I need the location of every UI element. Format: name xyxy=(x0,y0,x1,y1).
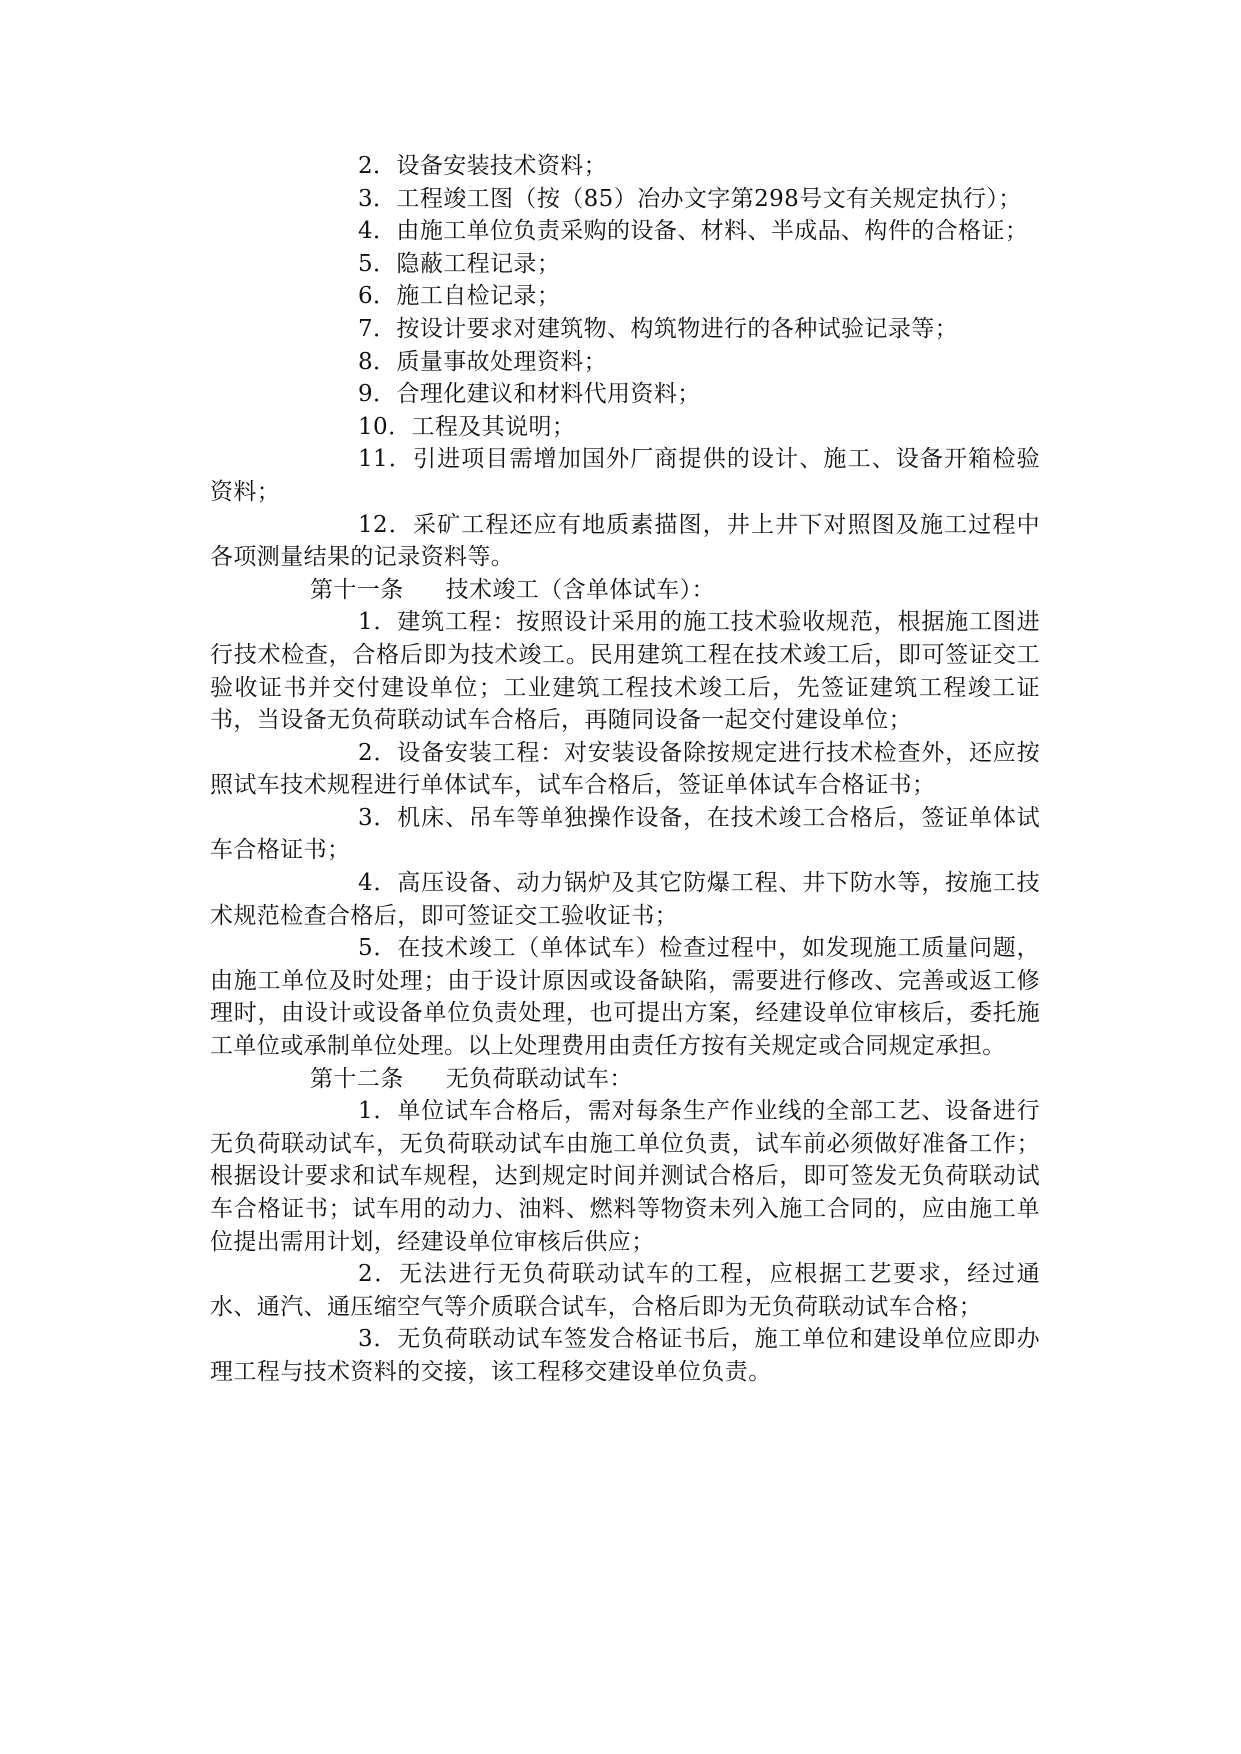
list-item: 11．引进项目需增加国外厂商提供的设计、施工、设备开箱检验资料； xyxy=(210,446,1040,505)
list-item: 4．高压设备、动力锅炉及其它防爆工程、井下防水等，按施工技术规范检查合格后，即可签证交工验收证书； xyxy=(210,870,1040,929)
article-heading-text: 技术竣工（含单体试车）： xyxy=(445,576,715,603)
list-item: 5．隐蔽工程记录； xyxy=(358,250,561,277)
article-number: 第十二条 xyxy=(310,1065,404,1092)
list-item: 1．建筑工程：按照设计采用的施工技术验收规范，根据施工图进行技术检查，合格后即为技术竣工。民用建筑工程在技术竣工后，即可签证交工验收证书并交付建设单位；工业建筑工程技术竣工后，先签证建筑工程竣工证书，当设备无负荷联动试车合格后，再随同设备一起交付建设单位； xyxy=(210,609,1040,734)
list-item: 2．无法进行无负荷联动试车的工程，应根据工艺要求，经过通水、通汽、通压缩空气等介质联合试车，合格后即为无负荷联动试车合格； xyxy=(210,1261,1040,1320)
list-item: 2．设备安装工程：对安装设备除按规定进行技术检查外，还应按照试车技术规程进行单体试车，试车合格后，签证单体试车合格证书； xyxy=(210,739,1040,799)
article-number: 第十一条 xyxy=(310,576,404,603)
list-item: 6．施工自检记录； xyxy=(358,283,561,310)
list-item: 1．单位试车合格后，需对每条生产作业线的全部工艺、设备进行无负荷联动试车，无负荷联动试车由施工单位负责，试车前必须做好准备工作；根据设计要求和试车规程，达到规定时间并测试合格后，即可签发无负荷联动试车合格证书；试车用的动力、油料、燃料等物资未列入施工合同的，应由施工单位提出需用计划，经建设单位审核后供应； xyxy=(210,1098,1040,1255)
list-item: 12．采矿工程还应有地质素描图，井上井下对照图及施工过程中各项测量结果的记录资料等。 xyxy=(210,511,1040,571)
list-item: 5．在技术竣工（单体试车）检查过程中，如发现施工质量问题，由施工单位及时处理；由于设计原因或设备缺陷，需要进行修改、完善或返工修理时，由设计或设备单位负责处理，也可提出方案，经建设单位审核后，委托施工单位或承制单位处理。以上处理费用由责任方按有关规定或合同规定承担。 xyxy=(210,935,1040,1060)
list-item: 9．合理化建议和材料代用资料； xyxy=(358,381,701,408)
list-item: 8．质量事故处理资料； xyxy=(358,348,608,375)
list-item: 3．工程竣工图（按（85）冶办文字第298号文有关规定执行）； xyxy=(358,185,1022,212)
article-heading-text: 无负荷联动试车： xyxy=(445,1065,633,1092)
document-body xyxy=(210,150,1040,1389)
list-item: 3．无负荷联动试车签发合格证书后，施工单位和建设单位应即办理工程与技术资料的交接，该工程移交建设单位负责。 xyxy=(210,1326,1040,1385)
article-heading xyxy=(210,1063,1040,1096)
list-item: 7．按设计要求对建筑物、构筑物进行的各种试验记录等； xyxy=(358,315,959,342)
list-item: 3．机床、吊车等单独操作设备，在技术竣工合格后，签证单体试车合格证书； xyxy=(210,804,1040,864)
list-item: 2．设备安装技术资料； xyxy=(358,153,608,179)
article-heading xyxy=(210,574,1040,607)
list-item: 10．工程及其说明； xyxy=(358,413,576,440)
list-item: 4．由施工单位负责采购的设备、材料、半成品、构件的合格证； xyxy=(358,218,1029,245)
